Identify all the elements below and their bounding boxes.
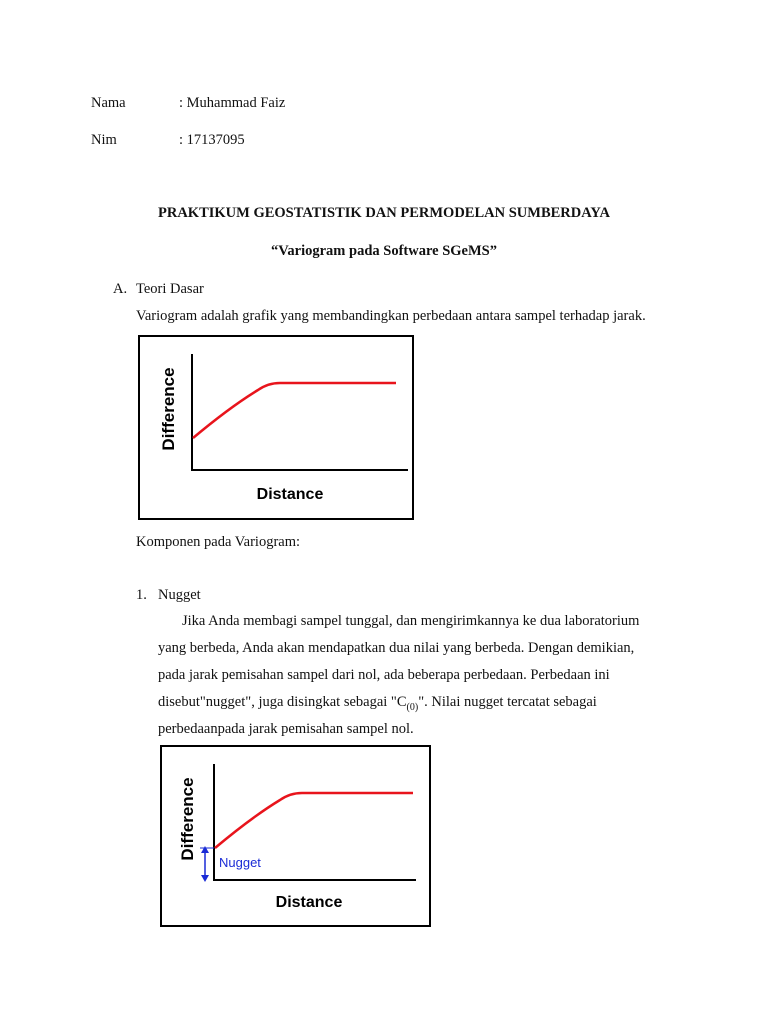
c-zero-subscript: (0) bbox=[406, 701, 419, 713]
section-a-title: Teori Dasar bbox=[136, 281, 204, 297]
document-title: PRAKTIKUM GEOSTATISTIK DAN PERMODELAN SUMBERDAYA bbox=[158, 205, 610, 221]
variogram-figure-1 bbox=[138, 335, 414, 520]
nugget-label: Nugget bbox=[219, 855, 261, 870]
variogram-chart-2 bbox=[162, 747, 429, 925]
components-label: Komponen pada Variogram: bbox=[136, 534, 301, 550]
nugget-paragraph-line-1: Jika Anda membagi sampel tunggal, dan mengirimkannya ke dua laboratorium bbox=[182, 613, 640, 629]
nim-value: : 17137095 bbox=[179, 132, 245, 148]
line-4-post: ". Nilai nugget tercatat sebagai bbox=[418, 694, 597, 710]
nugget-paragraph-line-5: perbedaanpada jarak pemisahan sampel nol. bbox=[158, 721, 414, 737]
x-axis-label: Distance bbox=[275, 894, 343, 911]
nim-label: Nim bbox=[91, 132, 117, 148]
variogram-chart-1 bbox=[140, 337, 412, 518]
y-axis-label: Difference bbox=[159, 367, 178, 451]
section-a-marker: A. bbox=[113, 281, 128, 297]
variogram-figure-2 bbox=[160, 745, 431, 927]
variogram-curve bbox=[193, 383, 396, 438]
item-1-marker: 1. bbox=[136, 587, 147, 603]
line-4-pre: disebut"nugget", juga disingkat sebagai "C bbox=[158, 694, 407, 710]
item-1-title: Nugget bbox=[158, 587, 201, 603]
document-subtitle: “Variogram pada Software SGeMS” bbox=[271, 243, 497, 259]
nugget-paragraph-line-3: pada jarak pemisahan sampel dari nol, ada beberapa perbedaan. Perbedaan ini bbox=[158, 667, 610, 683]
y-axis-label: Difference bbox=[178, 777, 197, 861]
name-label: Nama bbox=[91, 95, 126, 111]
x-axis-label: Distance bbox=[256, 486, 324, 503]
nugget-paragraph-line-2: yang berbeda, Anda akan mendapatkan dua nilai yang berbeda. Dengan demikian, bbox=[158, 640, 635, 656]
name-value: : Muhammad Faiz bbox=[179, 95, 286, 111]
variogram-curve bbox=[215, 793, 413, 848]
nugget-arrow-up-icon bbox=[201, 846, 209, 853]
nugget-paragraph-line-4 bbox=[158, 693, 597, 717]
section-a-intro: Variogram adalah grafik yang membandingkan perbedaan antara sampel terhadap jarak. bbox=[136, 308, 646, 324]
nugget-arrow-down-icon bbox=[201, 875, 209, 882]
